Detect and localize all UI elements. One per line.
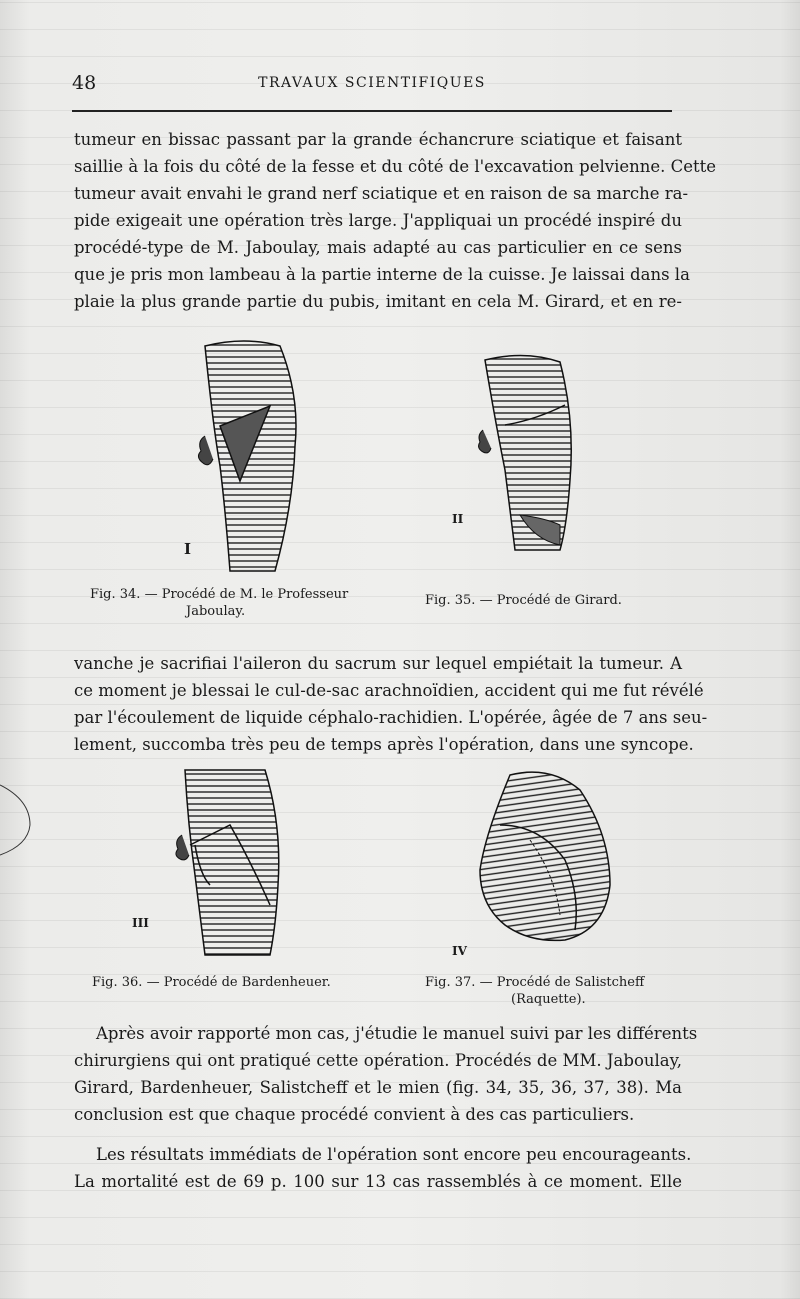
text-line: La mortalité est de 69 p. 100 sur 13 cas rassemblés à ce moment. Elle (74, 1172, 682, 1191)
running-title: TRAVAUX SCIENTIFIQUES (258, 75, 486, 91)
text-line: que je pris mon lambeau à la partie interne de la cuisse. Je laissai dans la (74, 265, 690, 284)
figure-35-caption (425, 592, 622, 609)
figure-34-illustration (185, 336, 315, 576)
text-line: saillie à la fois du côté de la fesse et du côté de l'excavation pelvienne. Cette (74, 157, 717, 176)
text-line: par l'écoulement de liquide céphalo-rachidien. L'opérée, âgée de 7 ans seu- (74, 708, 708, 727)
figure-34-caption (90, 586, 348, 620)
text-line: vanche je sacrifiai l'aileron du sacrum sur lequel empiétait la tumeur. A (74, 654, 682, 673)
figure-37-caption-line2: (Raquette). (511, 992, 586, 1007)
figure-37-illustration (470, 765, 620, 945)
figure-35-illustration (475, 350, 585, 555)
figure-36-caption (92, 974, 331, 991)
figure-35-caption-line1: Fig. 35. — Procédé de Girard. (425, 593, 622, 608)
page-header (72, 72, 672, 98)
text-line: Girard, Bardenheuer, Salistcheff et le mien (fig. 34, 35, 36, 37, 38). Ma (74, 1078, 682, 1097)
figure-37-caption (425, 974, 644, 1008)
text-line: lement, succomba très peu de temps après l'opération, dans une syncope. (74, 735, 694, 754)
text-line: conclusion est que chaque procédé convient à des cas particuliers. (74, 1105, 635, 1124)
figure-37-caption-line1: Fig. 37. — Procédé de Salistcheff (425, 975, 645, 990)
text-line: Après avoir rapporté mon cas, j'étudie le manuel suivi par les différents (96, 1024, 698, 1043)
paragraph-3 (74, 1020, 698, 1128)
paragraph-4 (74, 1141, 692, 1195)
text-line: plaie la plus grande partie du pubis, imitant en cela M. Girard, et en re- (74, 292, 682, 311)
figure-34-numeral: I (184, 540, 192, 558)
text-line: tumeur avait envahi le grand nerf sciatique et en raison de sa marche ra- (74, 184, 689, 203)
text-line: Les résultats immédiats de l'opération sont encore peu encourageants. (96, 1145, 692, 1164)
page-number: 48 (72, 72, 97, 94)
paragraph-2 (74, 650, 708, 758)
figure-36-numeral: III (132, 916, 149, 930)
text-line: chirurgiens qui ont pratiqué cette opération. Procédés de MM. Jaboulay, (74, 1051, 682, 1070)
text-line: tumeur en bissac passant par la grande échancrure sciatique et faisant (74, 130, 682, 149)
figure-36-caption-line1: Fig. 36. — Procédé de Bardenheuer. (92, 975, 331, 990)
figure-35-numeral: II (452, 512, 464, 526)
figure-34-caption-line2: Jaboulay. (186, 604, 246, 619)
paragraph-1 (74, 126, 717, 315)
figure-36-illustration (170, 765, 290, 960)
figure-34-caption-line1: Fig. 34. — Procédé de M. le Professeur (90, 587, 349, 602)
text-line: procédé-type de M. Jaboulay, mais adapté au cas particulier en ce sens (74, 238, 682, 257)
text-line: pide exigeait une opération très large. J'appliquai un procédé inspiré du (74, 211, 682, 230)
margin-pencil-mark (0, 780, 40, 860)
header-rule (72, 110, 672, 112)
figure-37-numeral: IV (452, 944, 467, 958)
text-line: ce moment je blessai le cul-de-sac arachnoïdien, accident qui me fut révélé (74, 681, 704, 700)
